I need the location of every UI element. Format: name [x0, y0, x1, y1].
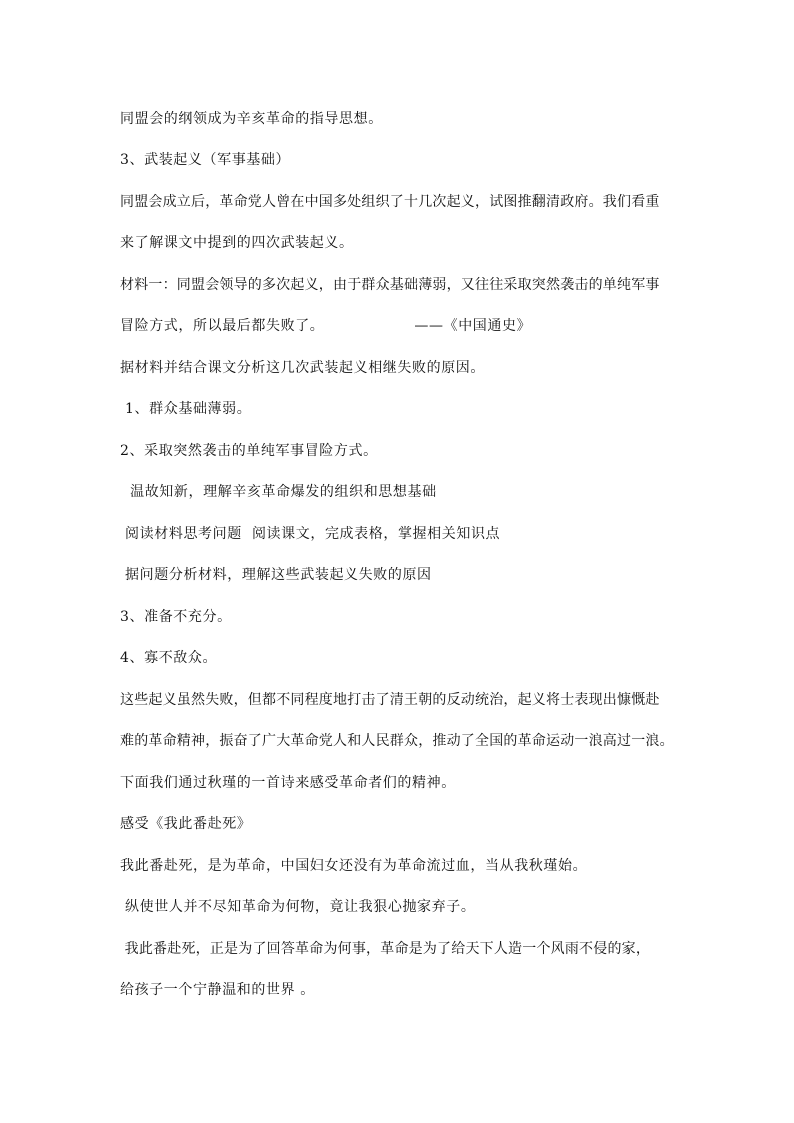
poem-heading: 感受《我此番赴死》: [120, 816, 252, 832]
note-line-2: 阅读材料思考问题 阅读课文，完成表格，掌握相关知识点: [120, 526, 501, 542]
poem-line-1: 我此番赴死，是为革命，中国妇女还没有为革命流过血，当从我秋瑾始。: [120, 858, 588, 874]
text-line-4: 来了解课文中提到的四次武装起义。: [120, 235, 354, 251]
material-one-line-1: 材料一：同盟会领导的多次起义，由于群众基础薄弱，又往往采取突然袭击的单纯军事: [120, 277, 660, 293]
section-heading-armed-uprising: 3、武装起义（军事基础）: [120, 152, 291, 168]
answer-item-1: 1、群众基础薄弱。: [120, 401, 252, 417]
material-one-line-2: [120, 317, 531, 335]
summary-line-1: 这些起义虽然失败，但都不同程度地打击了清王朝的反动统治，起义将士表现出慷慨赴: [120, 692, 660, 708]
answer-item-4: 4、寡不敌众。: [120, 650, 218, 666]
material-one-text: 冒险方式，所以最后都失败了。: [120, 318, 325, 334]
text-line-1: 同盟会的纲领成为辛亥革命的指导思想。: [120, 111, 383, 127]
answer-item-2: 2、采取突然袭击的单纯军事冒险方式。: [120, 443, 378, 459]
question-line: 据材料并结合课文分析这几次武装起义相继失败的原因。: [120, 360, 485, 376]
poem-line-3: 我此番赴死，正是为了回答革命为何事，革命是为了给天下人造一个风雨不侵的家，: [120, 941, 651, 957]
answer-item-3: 3、准备不充分。: [120, 609, 232, 625]
summary-line-2: 难的革命精神，振奋了广大革命党人和人民群众，推动了全国的革命运动一浪高过一浪。: [120, 733, 674, 749]
material-source: ——《中国通史》: [414, 318, 532, 334]
note-line-1: 温故知新，理解辛亥革命爆发的组织和思想基础: [120, 484, 437, 500]
poem-line-2: 纵使世人并不尽知革命为何物，竟让我狠心抛家弃子。: [120, 899, 476, 915]
note-line-3: 据问题分析材料，理解这些武装起义失败的原因: [120, 567, 432, 583]
text-line-3: 同盟会成立后，革命党人曾在中国多处组织了十几次起义，试图推翻清政府。我们看重: [120, 194, 660, 210]
summary-line-3: 下面我们通过秋瑾的一首诗来感受革命者们的精神。: [120, 775, 456, 791]
poem-line-4: 给孩子一个宁静温和的世界 。: [120, 982, 315, 998]
